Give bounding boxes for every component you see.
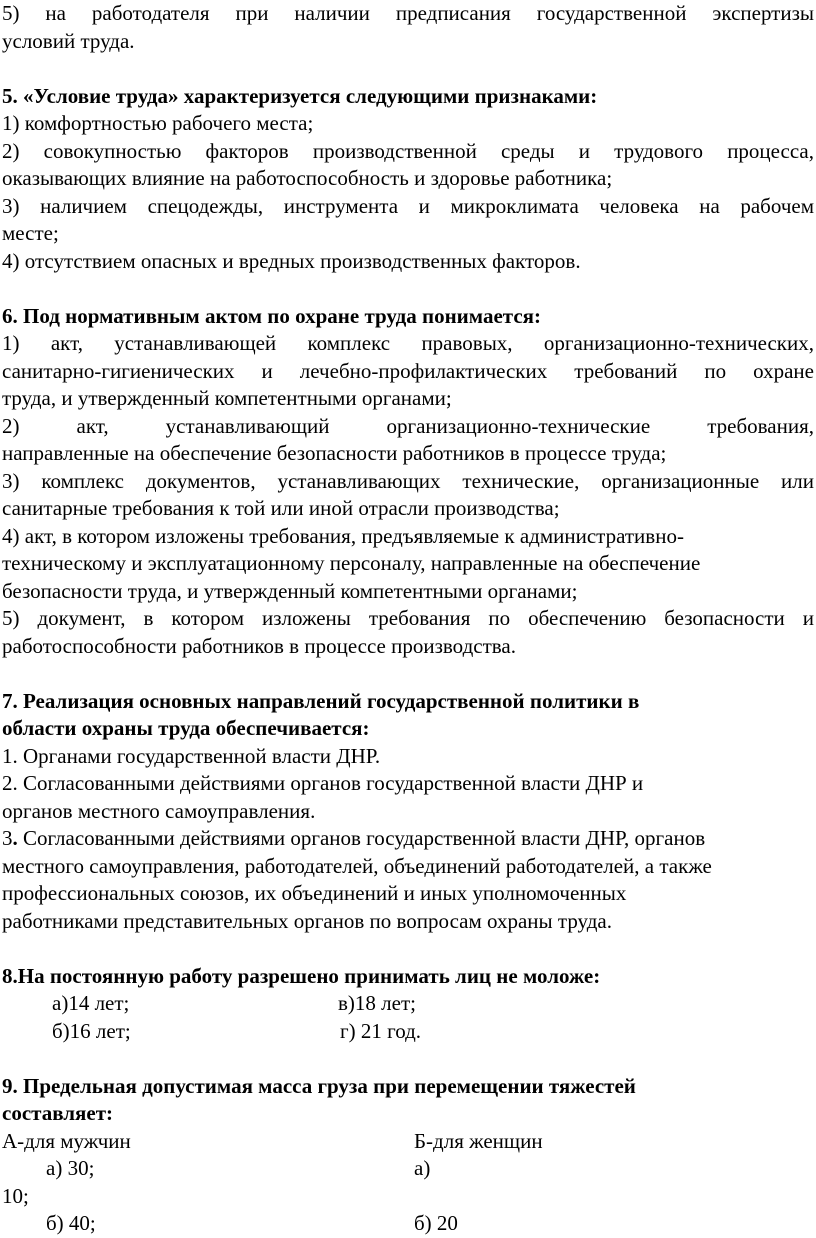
- answer-option: 1) акт, устанавливающей комплекс правовых, организационно-технических,: [2, 331, 814, 355]
- spacer: [2, 660, 814, 688]
- answer-option-cont: труда, и утвержденный компетентными органами;: [2, 386, 452, 410]
- answer-option: [2, 825, 814, 853]
- question-7-title-cont: области охраны труда обеспечивается:: [2, 716, 370, 740]
- column-women: Б-для женщин: [414, 1128, 543, 1153]
- answer-option-cont: санитарно-гигиенических и лечебно-профилактических требований по охране: [2, 358, 814, 383]
- answer-option: 2) совокупностью факторов производственной среды и трудового процесса,: [2, 138, 814, 163]
- answer-option-cont: техническому и эксплуатационному персоналу, направленные на обеспечение: [2, 551, 701, 575]
- options-row: [2, 1018, 814, 1046]
- question-5-title: 5. «Условие труда» характеризуется следующими признаками:: [2, 83, 598, 108]
- answer-option-cont: месте;: [2, 221, 59, 245]
- option-number: 3: [2, 826, 13, 850]
- answer-option-cont: направленные на обеспечение безопасности работников в процессе труда;: [2, 441, 667, 465]
- question-8-title: 8.На постоянную работу разрешено принимать лиц не моложе:: [2, 963, 601, 988]
- answer-option: 5) документ, в котором изложены требования по обеспечению безопасности и: [2, 606, 814, 630]
- men-option-b: б) 40;: [46, 1211, 96, 1235]
- women-option-b: б) 20: [414, 1211, 458, 1235]
- answer-option-cont: работниками представительных органов по вопросам охраны труда.: [2, 908, 612, 933]
- spacer: [2, 1045, 814, 1073]
- question-6-title: 6. Под нормативным актом по охране труда понимается:: [2, 303, 542, 328]
- answer-option: 3) наличием спецодежды, инструмента и микроклимата человека на рабочем: [2, 193, 814, 218]
- answer-option-cont: оказывающих влияние на работоспособность и здоровье работника;: [2, 166, 613, 190]
- answer-option-cont: санитарные требования к той или иной отрасли производства;: [2, 496, 560, 520]
- options-row: [2, 1210, 814, 1238]
- answer-option: 4) отсутствием опасных и вредных производственных факторов.: [2, 248, 581, 273]
- option-g: г) 21 год.: [340, 1018, 422, 1043]
- option-b: б)16 лет;: [52, 1018, 131, 1043]
- answer-option-cont: работоспособности работников в процессе производства.: [2, 633, 516, 658]
- options-row: [2, 1155, 814, 1183]
- answer-option-cont: местного самоуправления, работодателей, объединений работодателей, а также: [2, 853, 712, 878]
- option-v: в)18 лет;: [338, 991, 416, 1015]
- text-line: 5) на работодателя при наличии предписания государственной экспертизы: [2, 1, 814, 25]
- options-row: [2, 990, 814, 1018]
- text-line: условий труда.: [2, 28, 135, 53]
- answer-option-cont: органов местного самоуправления.: [2, 798, 316, 823]
- spacer: [2, 275, 814, 303]
- women-option-a: а): [414, 1156, 431, 1180]
- question-7-title: 7. Реализация основных направлений государственной политики в: [2, 688, 640, 713]
- answer-option: 2. Согласованными действиями органов государственной власти ДНР и: [2, 771, 644, 795]
- spacer: [2, 55, 814, 83]
- option-text: Согласованными действиями органов государственной власти ДНР, органов: [17, 826, 706, 850]
- question-9-title-cont: составляет:: [2, 1101, 114, 1125]
- answer-option: 4) акт, в котором изложены требования, предъявляемые к административно-: [2, 523, 684, 548]
- answer-option: 1. Органами государственной власти ДНР.: [2, 743, 381, 768]
- men-option-a: а) 30;: [46, 1156, 95, 1180]
- question-9-title: 9. Предельная допустимая масса груза при перемещении тяжестей: [2, 1073, 636, 1098]
- option-dot: .: [12, 826, 18, 850]
- answer-option: 2) акт, устанавливающий организационно-технические требования,: [2, 413, 814, 438]
- column-men: А-для мужчин: [2, 1128, 131, 1153]
- spacer: [2, 935, 814, 963]
- option-a: а)14 лет;: [52, 991, 130, 1015]
- answer-option: 3) комплекс документов, устанавливающих технические, организационные или: [2, 468, 814, 493]
- answer-option-cont: безопасности труда, и утвержденный компетентными органами;: [2, 578, 578, 603]
- answer-option: 1) комфортностью рабочего места;: [2, 111, 314, 135]
- column-headers: [2, 1128, 814, 1156]
- women-option-a-value: 10;: [2, 1183, 29, 1208]
- answer-option-cont: профессиональных союзов, их объединений и иных уполномоченных: [2, 881, 627, 905]
